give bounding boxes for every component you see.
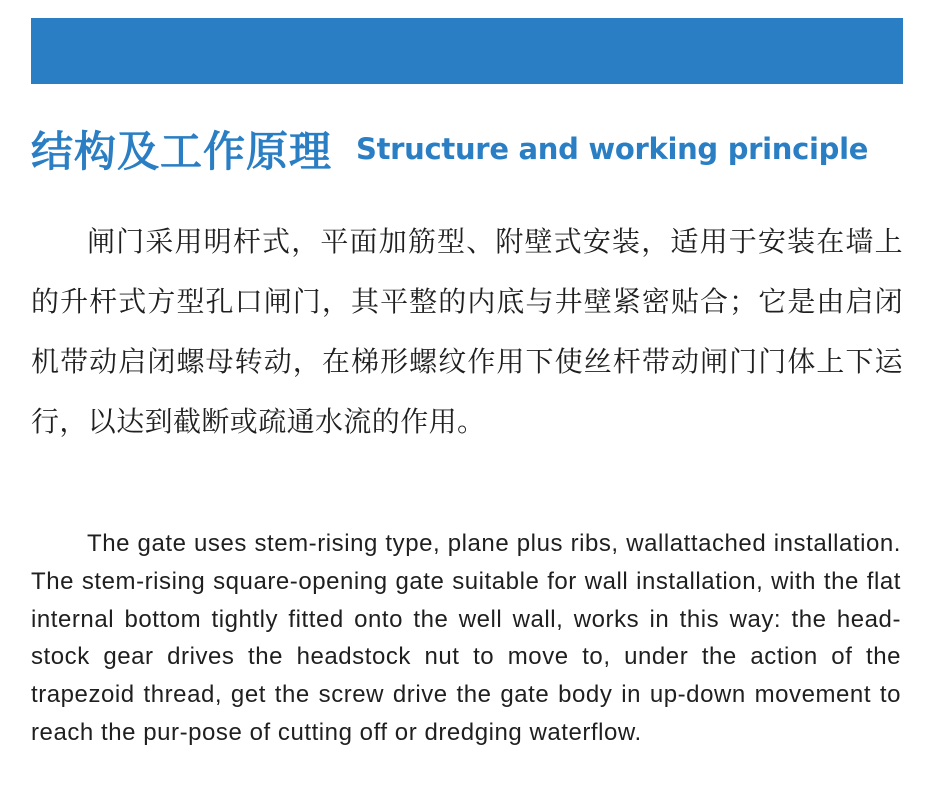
section-title-cn: 结构及工作原理 — [31, 127, 333, 176]
paragraph-cn: 闸门采用明杆式，平面加筋型、附壁式安装，适用于安装在墙上的升杆式方型孔口闸门，其平整的内底与井壁紧密贴合；它是由启闭机带动启闭螺母转动，在梯形螺纹作用下使丝杆带动闸门门体上下运行，以达到截断或疏通水流的作用。 — [31, 225, 903, 438]
section-heading — [31, 121, 868, 177]
section-title-en: Structure and working principle — [356, 132, 869, 166]
top-banner — [31, 18, 903, 84]
paragraph-en: The gate uses stem-rising type, plane plus ribs, wallattached installation. The stem-rising square-opening gate suitable for wall installation, with the flat internal bottom tightly fitted onto the well wall, works in this way: the head-stock gear drives the headstock nut to move to, under the action of the trapezoid thread, get the screw drive the gate body in up-down movement to reach the pur-pose of cutting off or dredging waterflow. — [31, 530, 901, 746]
